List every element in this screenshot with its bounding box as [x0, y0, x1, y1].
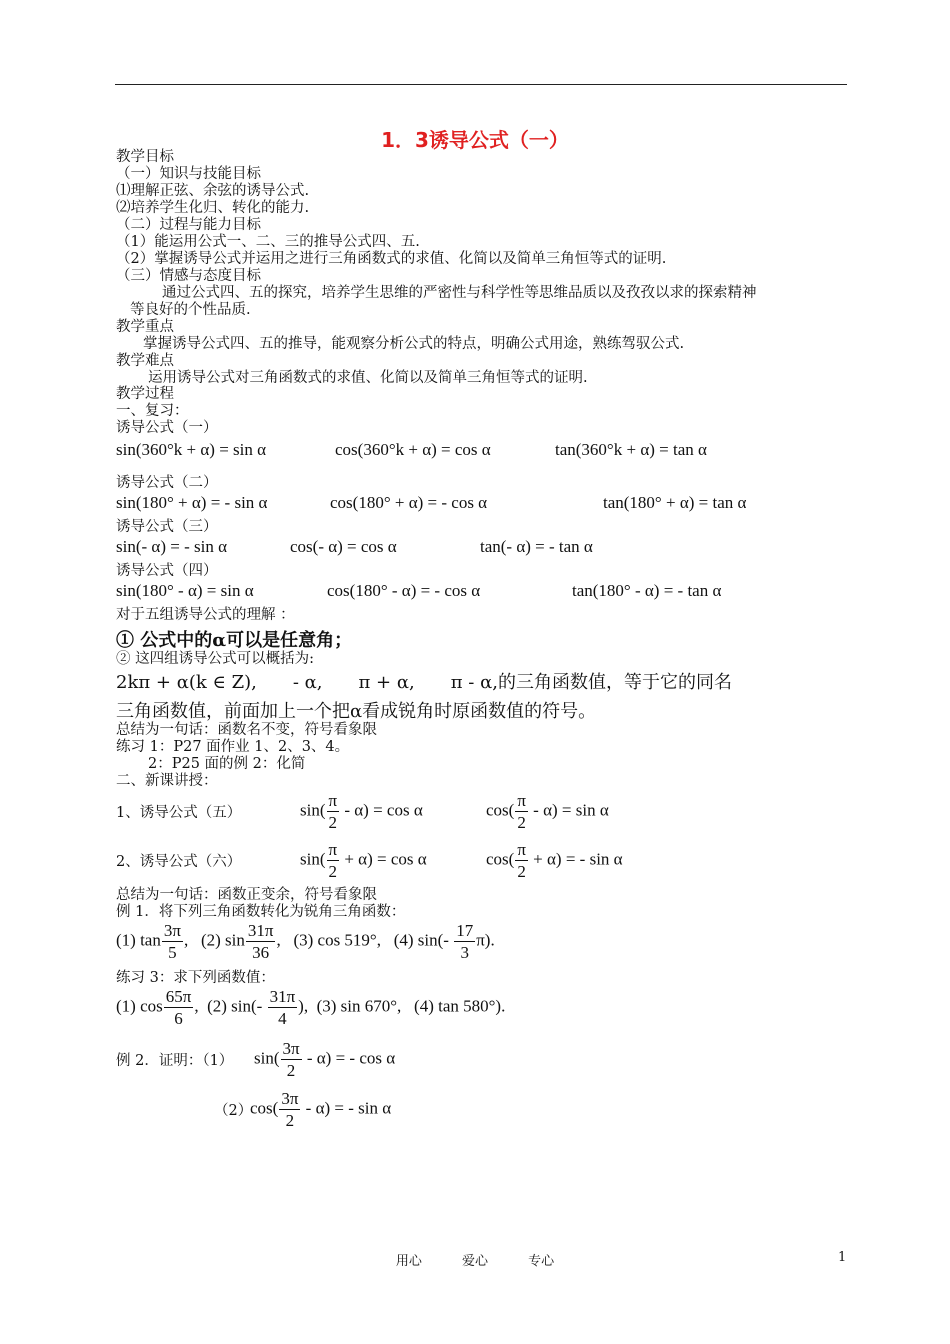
- goal-3: （三）情感与态度目标: [116, 268, 261, 284]
- example-2-proof-2: cos( $\frac{3\pi}{2}$ - α) = - sin α: [250, 1089, 392, 1130]
- goal-3a: 通过公式四、五的探究，培养学生思维的严密性与科学性等思维品质以及孜孜以求的探索精神: [162, 285, 757, 301]
- formula-2a: sin(180° + α) = - sin α: [116, 493, 268, 512]
- example-2-proof-1: sin( $\frac{3\pi}{2}$ - α) = - cos α: [254, 1039, 396, 1080]
- formula-5a: sin( $\frac{\pi}{2}$ - α) = cos α: [300, 791, 423, 832]
- key-text: 掌握诱导公式四、五的推导，能观察分析公式的特点，明确公式用途，熟练驾驭公式.: [143, 336, 685, 352]
- difficulty-heading: 教学难点: [116, 353, 174, 369]
- formula-1-label: 诱导公式（一）: [116, 420, 218, 436]
- formula-6-label: 2、诱导公式（六）: [116, 854, 242, 870]
- formula-5-label: 1、诱导公式（五）: [116, 805, 242, 821]
- formula-4b: cos(180° - α) = - cos α: [327, 581, 481, 600]
- understanding-3: 2kπ + α(k ∈ Z), - α, π + α, π - α,的三角函数值，等于它的同名: [116, 672, 732, 693]
- footer-text-2: 爱心: [461, 1254, 488, 1269]
- process-heading: 教学过程: [116, 386, 174, 402]
- goal-2b: （2）掌握诱导公式并运用之进行三角函数式的求值、化简以及简单三角恒等式的证明.: [116, 251, 667, 267]
- understanding-2: ② 这四组诱导公式可以概括为:: [116, 651, 314, 667]
- page-footer: [0, 1250, 950, 1269]
- summary-2: 总结为一句话：函数正变余，符号看象限: [116, 887, 377, 903]
- footer-text-3: 专心: [528, 1254, 555, 1269]
- formula-3c: tan(- α) = - tan α: [480, 537, 593, 556]
- formula-6a: sin( $\frac{\pi}{2}$ + α) = cos α: [300, 840, 427, 881]
- example-1-items: (1) tan $\frac{3\pi}{5}$ , (2) sin $\frac{31\pi}{36}$ , (3) cos 519°, (4) sin(- $\frac{17}{3}$ π).: [116, 921, 495, 962]
- understanding-1: ① 公式中的α可以是任意角；: [116, 630, 353, 651]
- formula-2-label: 诱导公式（二）: [116, 475, 218, 491]
- understanding-4: 三角函数值，前面加上一个把α看成锐角时原函数值的符号。: [116, 701, 597, 722]
- example-2-part-2: （2）: [214, 1103, 253, 1119]
- formula-2b: cos(180° + α) = - cos α: [330, 493, 488, 512]
- summary-1: 总结为一句话：函数名不变，符号看象限: [116, 722, 377, 738]
- page-title: 1．3诱导公式（一）: [381, 128, 569, 152]
- formula-1a: sin(360°k + α) = sin α: [116, 440, 267, 459]
- exercise-2: 2：P25 面的例 2：化简: [148, 756, 306, 772]
- goal-2a: （1）能运用公式一、二、三的推导公式四、五.: [116, 234, 420, 250]
- goal-1a: ⑴理解正弦、余弦的诱导公式.: [116, 183, 310, 199]
- exercise-3-heading: 练习 3：求下列函数值：: [116, 970, 275, 986]
- formula-5b: cos( $\frac{\pi}{2}$ - α) = sin α: [486, 791, 609, 832]
- example-1-heading: 例 1．将下列三角函数转化为锐角三角函数：: [116, 904, 406, 920]
- header-rule: [115, 84, 847, 85]
- goal-3b: 等良好的个性品质.: [130, 302, 251, 318]
- key-heading: 教学重点: [116, 319, 174, 335]
- formula-3-label: 诱导公式（三）: [116, 519, 218, 535]
- formula-6b: cos( $\frac{\pi}{2}$ + α) = - sin α: [486, 840, 623, 881]
- footer-text-1: 用心: [395, 1254, 422, 1269]
- understanding-heading: 对于五组诱导公式的理解 ：: [116, 607, 295, 623]
- review-heading: 一、复习：: [116, 403, 189, 419]
- goal-2: （二）过程与能力目标: [116, 217, 261, 233]
- exercise-1: 练习 1：P27 面作业 1、2、3、4。: [116, 739, 350, 755]
- goal-1: （一）知识与技能目标: [116, 166, 261, 182]
- formula-4c: tan(180° - α) = - tan α: [572, 581, 722, 600]
- formula-4a: sin(180° - α) = sin α: [116, 581, 254, 600]
- difficulty-text: 运用诱导公式对三角函数式的求值、化简以及简单三角恒等式的证明.: [148, 370, 588, 386]
- formula-1c: tan(360°k + α) = tan α: [555, 440, 707, 459]
- formula-3b: cos(- α) = cos α: [290, 537, 397, 556]
- new-lesson-heading: 二、新课讲授：: [116, 773, 218, 789]
- example-2-heading: 例 2．证明：（1）: [116, 1053, 234, 1069]
- exercise-3-items: (1) cos $\frac{65\pi}{6}$ , (2) sin(- $\frac{31\pi}{4}$ ), (3) sin 670°, (4) tan 580°).: [116, 987, 506, 1028]
- formula-1b: cos(360°k + α) = cos α: [335, 440, 491, 459]
- formula-3a: sin(- α) = - sin α: [116, 537, 227, 556]
- formula-4-label: 诱导公式（四）: [116, 563, 218, 579]
- goals-heading: 教学目标: [116, 149, 174, 165]
- page-number: 1: [838, 1250, 847, 1265]
- goal-1b: ⑵培养学生化归、转化的能力.: [116, 200, 310, 216]
- formula-2c: tan(180° + α) = tan α: [603, 493, 747, 512]
